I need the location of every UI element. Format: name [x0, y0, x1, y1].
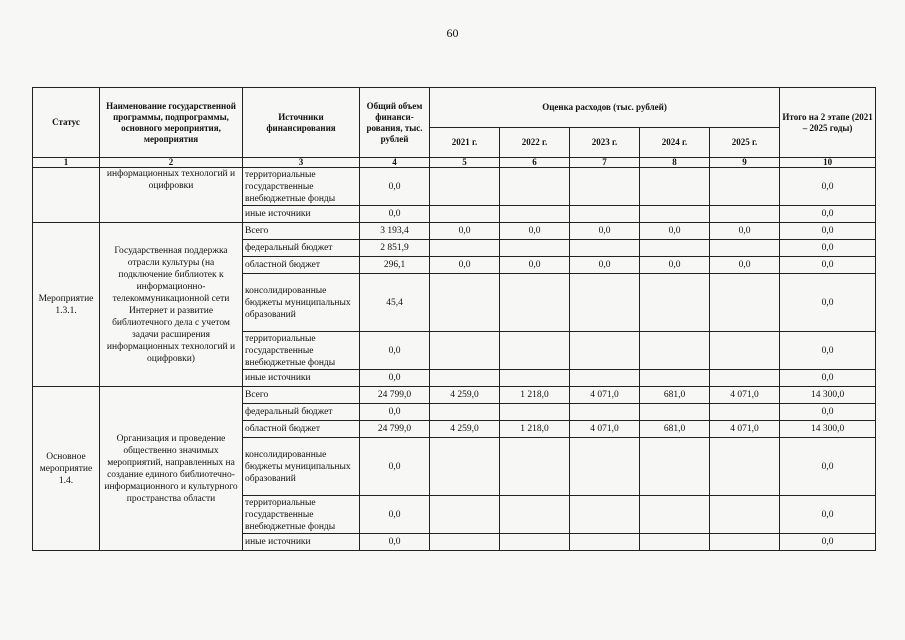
- total-cell: 0,0: [360, 332, 430, 370]
- year-value-cell: 1 218,0: [500, 421, 570, 438]
- header-total-volume: Общий объем финанси-рования, тыс. рублей: [360, 88, 430, 158]
- year-value-cell: [710, 332, 780, 370]
- year-value-cell: [640, 274, 710, 332]
- source-cell: федеральный бюджет: [243, 240, 360, 257]
- year-value-cell: [710, 370, 780, 387]
- year-value-cell: [640, 240, 710, 257]
- year-value-cell: [430, 370, 500, 387]
- stage-total-cell: 0,0: [780, 257, 876, 274]
- year-value-cell: [500, 206, 570, 223]
- year-value-cell: [430, 496, 500, 534]
- stage-total-cell: 0,0: [780, 438, 876, 496]
- year-value-cell: [640, 438, 710, 496]
- header-year-2025: 2025 г.: [710, 128, 780, 158]
- stage-total-cell: 0,0: [780, 168, 876, 206]
- column-number: 10: [780, 158, 876, 168]
- column-number: 9: [710, 158, 780, 168]
- year-value-cell: 4 071,0: [570, 387, 640, 404]
- year-value-cell: [710, 206, 780, 223]
- source-cell: территориальные государственные внебюджетные фонды: [243, 496, 360, 534]
- year-value-cell: [500, 370, 570, 387]
- source-cell: территориальные государственные внебюджетные фонды: [243, 332, 360, 370]
- year-value-cell: 681,0: [640, 387, 710, 404]
- column-number: 3: [243, 158, 360, 168]
- total-cell: 0,0: [360, 206, 430, 223]
- header-year-2023: 2023 г.: [570, 128, 640, 158]
- year-value-cell: [430, 438, 500, 496]
- source-cell: консолидированные бюджеты муниципальных образований: [243, 438, 360, 496]
- stage-total-cell: 0,0: [780, 534, 876, 551]
- year-value-cell: [500, 168, 570, 206]
- year-value-cell: [570, 404, 640, 421]
- year-value-cell: [570, 206, 640, 223]
- year-value-cell: 0,0: [710, 223, 780, 240]
- year-value-cell: [430, 274, 500, 332]
- year-value-cell: [570, 370, 640, 387]
- year-value-cell: [640, 496, 710, 534]
- year-value-cell: 0,0: [640, 257, 710, 274]
- header-estimate: Оценка расходов (тыс. рублей): [430, 88, 780, 128]
- budget-table: [32, 87, 876, 551]
- year-value-cell: [640, 404, 710, 421]
- year-value-cell: [430, 534, 500, 551]
- column-number: 5: [430, 158, 500, 168]
- year-value-cell: [430, 332, 500, 370]
- name-cell: информационных технологий и оцифровки: [100, 168, 243, 223]
- year-value-cell: [710, 404, 780, 421]
- year-value-cell: [430, 168, 500, 206]
- source-cell: консолидированные бюджеты муниципальных образований: [243, 274, 360, 332]
- table-row: [33, 387, 876, 404]
- year-value-cell: 4 259,0: [430, 421, 500, 438]
- status-cell: [33, 168, 100, 223]
- year-value-cell: [710, 168, 780, 206]
- year-value-cell: 4 259,0: [430, 387, 500, 404]
- total-cell: 0,0: [360, 496, 430, 534]
- year-value-cell: [640, 370, 710, 387]
- year-value-cell: [710, 438, 780, 496]
- total-cell: 0,0: [360, 438, 430, 496]
- source-cell: иные источники: [243, 534, 360, 551]
- year-value-cell: [570, 274, 640, 332]
- source-cell: областной бюджет: [243, 421, 360, 438]
- year-value-cell: 0,0: [640, 223, 710, 240]
- year-value-cell: [570, 534, 640, 551]
- year-value-cell: [500, 332, 570, 370]
- year-value-cell: [710, 240, 780, 257]
- header-sources: Источники финансирования: [243, 88, 360, 158]
- name-cell: Организация и проведение общественно значимых мероприятий, направленных на создание единого библиотечно-информационного и культурного пространства области: [100, 387, 243, 551]
- source-cell: иные источники: [243, 206, 360, 223]
- year-value-cell: 0,0: [430, 257, 500, 274]
- year-value-cell: [570, 168, 640, 206]
- total-cell: 24 799,0: [360, 421, 430, 438]
- stage-total-cell: 0,0: [780, 332, 876, 370]
- column-number: 8: [640, 158, 710, 168]
- page-number: 60: [446, 26, 459, 40]
- year-value-cell: 0,0: [570, 257, 640, 274]
- status-cell: Мероприятие 1.3.1.: [33, 223, 100, 387]
- stage-total-cell: 0,0: [780, 274, 876, 332]
- total-cell: 0,0: [360, 370, 430, 387]
- source-cell: областной бюджет: [243, 257, 360, 274]
- table-body: [33, 168, 876, 551]
- year-value-cell: 4 071,0: [570, 421, 640, 438]
- column-number: 4: [360, 158, 430, 168]
- header-name: Наименование государственной программы, подпрограммы, основного мероприятия, мероприятия: [100, 88, 243, 158]
- year-value-cell: 4 071,0: [710, 421, 780, 438]
- header-year-2024: 2024 г.: [640, 128, 710, 158]
- header-year-2022: 2022 г.: [500, 128, 570, 158]
- stage-total-cell: 0,0: [780, 206, 876, 223]
- column-number: 1: [33, 158, 100, 168]
- year-value-cell: [710, 534, 780, 551]
- year-value-cell: 0,0: [500, 257, 570, 274]
- stage-total-cell: 0,0: [780, 370, 876, 387]
- column-number: 7: [570, 158, 640, 168]
- source-cell: иные источники: [243, 370, 360, 387]
- header-year-2021: 2021 г.: [430, 128, 500, 158]
- stage-total-cell: 0,0: [780, 240, 876, 257]
- column-number: 2: [100, 158, 243, 168]
- total-cell: 0,0: [360, 168, 430, 206]
- year-value-cell: [430, 240, 500, 257]
- name-cell: Государственная поддержка отрасли культуры (на подключение библиотек к информационно-телекоммуникационной сети Интернет и развитие библиотечного дела с учетом задачи расширения информационных технологий и оцифровки): [100, 223, 243, 387]
- stage-total-cell: 14 300,0: [780, 421, 876, 438]
- year-value-cell: [640, 332, 710, 370]
- year-value-cell: [710, 274, 780, 332]
- stage-total-cell: 0,0: [780, 223, 876, 240]
- status-cell: Основное мероприятие 1.4.: [33, 387, 100, 551]
- stage-total-cell: 14 300,0: [780, 387, 876, 404]
- header-status: Статус: [33, 88, 100, 158]
- column-number: 6: [500, 158, 570, 168]
- year-value-cell: [640, 168, 710, 206]
- year-value-cell: 681,0: [640, 421, 710, 438]
- year-value-cell: 0,0: [430, 223, 500, 240]
- year-value-cell: 0,0: [710, 257, 780, 274]
- total-cell: 45,4: [360, 274, 430, 332]
- total-cell: 0,0: [360, 534, 430, 551]
- source-cell: территориальные государственные внебюджетные фонды: [243, 168, 360, 206]
- total-cell: 3 193,4: [360, 223, 430, 240]
- year-value-cell: [710, 496, 780, 534]
- source-cell: федеральный бюджет: [243, 404, 360, 421]
- year-value-cell: [500, 240, 570, 257]
- year-value-cell: [570, 332, 640, 370]
- total-cell: 24 799,0: [360, 387, 430, 404]
- source-cell: Всего: [243, 387, 360, 404]
- year-value-cell: [500, 438, 570, 496]
- year-value-cell: [570, 240, 640, 257]
- source-cell: Всего: [243, 223, 360, 240]
- year-value-cell: [500, 404, 570, 421]
- year-value-cell: 0,0: [570, 223, 640, 240]
- year-value-cell: [500, 274, 570, 332]
- year-value-cell: [430, 206, 500, 223]
- year-value-cell: [500, 534, 570, 551]
- table-row: [33, 223, 876, 240]
- year-value-cell: [500, 496, 570, 534]
- table-row: [33, 168, 876, 206]
- stage-total-cell: 0,0: [780, 496, 876, 534]
- year-value-cell: [640, 534, 710, 551]
- header-stage-total: Итого на 2 этапе (2021 – 2025 годы): [780, 88, 876, 158]
- year-value-cell: 1 218,0: [500, 387, 570, 404]
- total-cell: 296,1: [360, 257, 430, 274]
- year-value-cell: 0,0: [500, 223, 570, 240]
- stage-total-cell: 0,0: [780, 404, 876, 421]
- year-value-cell: [570, 496, 640, 534]
- total-cell: 0,0: [360, 404, 430, 421]
- total-cell: 2 851,9: [360, 240, 430, 257]
- year-value-cell: [640, 206, 710, 223]
- year-value-cell: [430, 404, 500, 421]
- year-value-cell: [570, 438, 640, 496]
- year-value-cell: 4 071,0: [710, 387, 780, 404]
